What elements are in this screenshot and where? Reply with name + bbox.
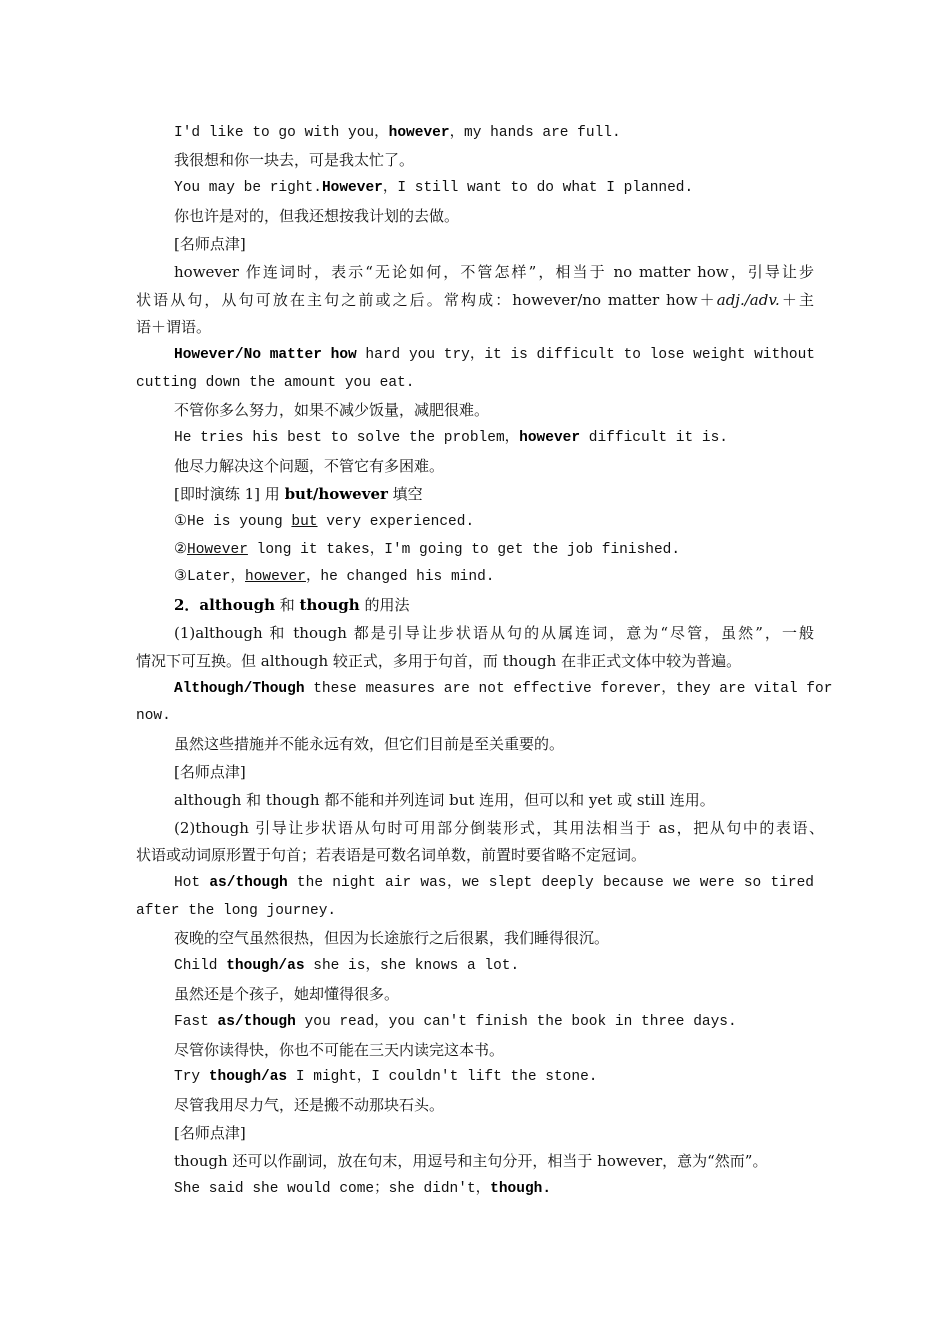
answer: However xyxy=(187,542,248,558)
text: 和 xyxy=(275,596,300,614)
example-sentence xyxy=(174,428,728,448)
body-paragraph: 情况下可互换。但 although 较正式，多用于句首，而 though 在非正式文体中较为普遍。 xyxy=(136,652,742,670)
example-sentence xyxy=(174,178,693,198)
text: the night air was，we slept deeply because we were so tired xyxy=(287,875,814,891)
text: 状语从句，从句可放在主句之前或之后。常构成：however/no matter how＋ xyxy=(136,291,717,309)
translation: 夜晚的空气虽然很热，但因为长途旅行之后很累，我们睡得很沉。 xyxy=(174,929,610,947)
text: very experienced. xyxy=(317,514,475,530)
text: Child xyxy=(174,958,227,974)
example-sentence xyxy=(174,956,519,976)
exercise-heading xyxy=(174,484,423,504)
text: these measures are not effective forever，they are vital for xyxy=(304,681,833,697)
translation: 虽然这些措施并不能永远有效，但它们目前是至关重要的。 xyxy=(174,735,565,753)
exercise-item xyxy=(174,540,680,560)
italic-text: adj./adv. xyxy=(716,291,780,309)
keyword: However/No matter how xyxy=(174,347,357,363)
keyword: However xyxy=(321,180,383,196)
text: ，my hands are full. xyxy=(449,125,621,141)
text: 的用法 xyxy=(359,596,410,614)
body-paragraph: (2)though 引导让步状语从句时可用部分倒装形式，其用法相当于 as，把从句中的表语、 xyxy=(174,819,824,837)
keyword: Although/Though xyxy=(174,681,305,697)
text: Hot xyxy=(174,875,210,891)
translation: 不管你多么努力，如果不减少饭量，减肥很难。 xyxy=(174,401,490,419)
body-paragraph: 状语或动词原形置于句首；若表语是可数名词单数，前置时要省略不定冠词。 xyxy=(136,846,647,864)
example-sentence xyxy=(174,1012,737,1032)
exercise-item xyxy=(174,567,494,587)
text: She said she would come；she didn't， xyxy=(174,1181,491,1197)
text: I'd like to go with you， xyxy=(174,125,389,141)
tip-heading: [名师点津] xyxy=(174,1124,246,1142)
text: [即时演练 1] 用 xyxy=(174,485,285,503)
text: You may be right. xyxy=(174,180,322,196)
keyword: however xyxy=(519,430,581,446)
tip-heading: [名师点津] xyxy=(174,763,246,781)
keyword: though. xyxy=(490,1181,552,1197)
tip-heading: [名师点津] xyxy=(174,235,246,253)
tip-paragraph: 语＋谓语。 xyxy=(136,318,212,336)
section-heading xyxy=(174,595,409,615)
translation: 虽然还是个孩子，她却懂得很多。 xyxy=(174,985,400,1003)
tip-paragraph: however 作连词时，表示“无论如何，不管怎样”，相当于 no matter how，引导让步 xyxy=(174,263,814,281)
keyword: 2．although xyxy=(174,596,275,614)
answer: however xyxy=(245,569,306,585)
example-sentence: cutting down the amount you eat. xyxy=(136,375,415,391)
example-sentence xyxy=(174,1179,551,1199)
text: difficult it is. xyxy=(580,430,729,446)
text: you read，you can't finish the book in three days. xyxy=(295,1014,737,1030)
text: ② xyxy=(174,542,187,558)
example-sentence xyxy=(174,123,621,143)
keyword: however xyxy=(388,125,450,141)
keyword: as/though xyxy=(209,875,288,891)
example-sentence: now. xyxy=(136,708,171,724)
keyword: though/as xyxy=(208,1069,288,1085)
text: ，I still want to do what I planned. xyxy=(382,180,694,196)
keyword: though xyxy=(299,596,360,614)
text: I might，I couldn't lift the stone. xyxy=(287,1069,598,1085)
text: long it takes，I'm going to get the job finished. xyxy=(247,542,681,558)
text: ③Later， xyxy=(174,569,246,585)
answer: but xyxy=(291,514,318,530)
translation: 我很想和你一块去，可是我太忙了。 xyxy=(174,151,415,169)
tip-paragraph: though 还可以作副词，放在句末，用逗号和主句分开，相当于 however，意为“然而”。 xyxy=(174,1152,768,1170)
tip-paragraph: although 和 though 都不能和并列连词 but 连用，但可以和 yet 或 still 连用。 xyxy=(174,791,715,809)
translation: 你也许是对的，但我还想按我计划的去做。 xyxy=(174,207,460,225)
example-sentence: after the long journey. xyxy=(136,903,337,919)
keyword: as/though xyxy=(217,1014,296,1030)
body-paragraph: (1)although 和 though 都是引导让步状语从句的从属连词，意为“尽管，虽然”，一般 xyxy=(174,624,814,642)
translation: 他尽力解决这个问题，不管它有多困难。 xyxy=(174,457,445,475)
exercise-item xyxy=(174,512,474,532)
example-sentence xyxy=(174,1067,598,1087)
text: Try xyxy=(174,1069,209,1085)
translation: 尽管你读得快，你也不可能在三天内读完这本书。 xyxy=(174,1041,505,1059)
example-sentence xyxy=(174,345,814,365)
text: she is，she knows a lot. xyxy=(304,958,520,974)
text: 填空 xyxy=(387,485,423,503)
text: Fast xyxy=(174,1014,218,1030)
text: He tries his best to solve the problem， xyxy=(174,430,520,446)
text: ，he changed his mind. xyxy=(305,569,495,585)
text: ①He is young xyxy=(174,514,292,530)
keyword: but/however xyxy=(284,485,388,503)
text: ＋主 xyxy=(779,291,814,309)
tip-paragraph xyxy=(136,290,814,310)
keyword: though/as xyxy=(226,958,305,974)
example-sentence xyxy=(174,873,814,893)
text: hard you try，it is difficult to lose weight without xyxy=(356,347,816,363)
translation: 尽管我用尽力气，还是搬不动那块石头。 xyxy=(174,1096,445,1114)
example-sentence xyxy=(174,679,833,699)
